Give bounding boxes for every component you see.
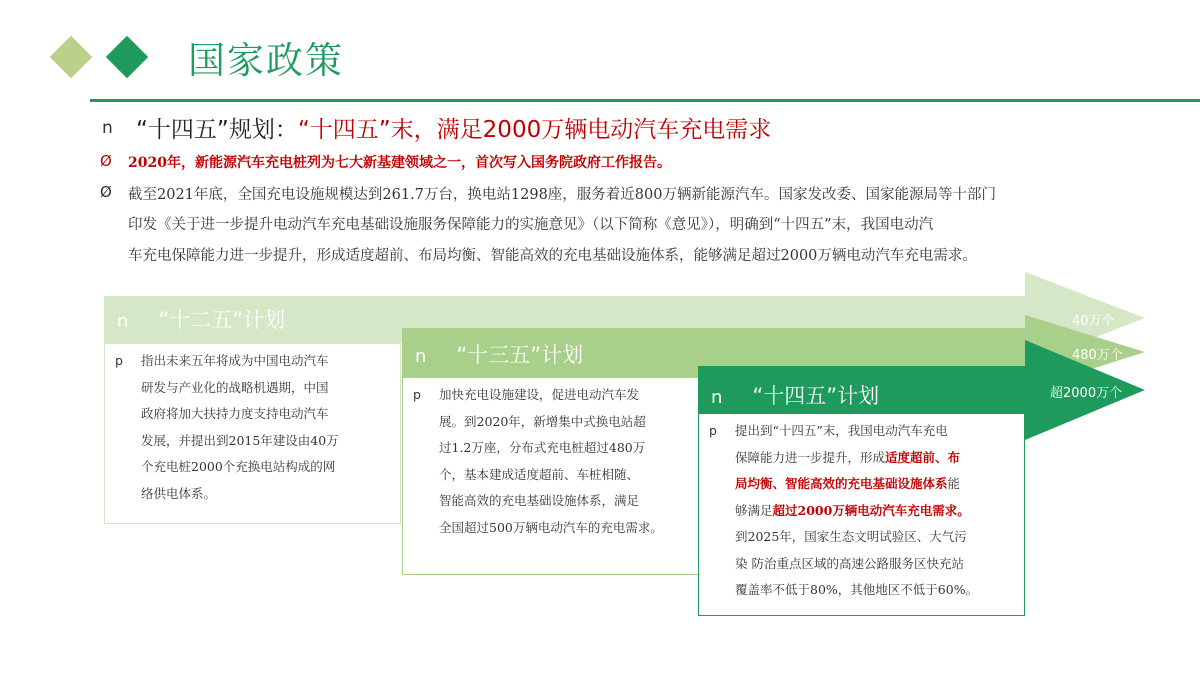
plan-card-body-line	[141, 454, 339, 481]
plan-card-bullet: n	[117, 311, 129, 332]
body-text: 个，基本建成适度超前、车桩相随、	[439, 466, 640, 482]
point-1-text: 2020年，新能源汽车充电桩列为七大新基建领域之一，首次写入国务院政府工作报告。	[128, 155, 671, 171]
body-text: 络供电体系。	[141, 485, 217, 501]
plan-card-body-line	[141, 348, 339, 375]
plan-card-body-line	[735, 418, 978, 445]
body-text: 保障能力进一步提升，形成	[735, 449, 886, 465]
body-text: 全国超过500万辆电动汽车的充电需求。	[439, 519, 663, 535]
plan-card-13th-lines	[439, 382, 663, 541]
plan-card-12th-body	[105, 344, 400, 523]
body-text: 到2025年，国家生态文明试验区、大气污	[735, 529, 967, 544]
plan-card-body-line	[735, 551, 978, 578]
plan-card-body-line	[439, 435, 663, 462]
plan-card-body-line	[439, 462, 663, 489]
plan-card-body-line	[141, 401, 339, 428]
body-text: 够满足	[735, 502, 773, 518]
plan-card-13th	[402, 328, 699, 575]
plan-card-bullet: n	[711, 387, 723, 408]
plan-card-body-line	[439, 488, 663, 515]
plan-card-13th-title: “十三五”计划	[456, 343, 584, 367]
body-text: 提出到“十四五”末，我国电动汽车充电	[735, 423, 948, 438]
plan-card-body-line	[141, 428, 339, 455]
plan-card-12th-lines	[141, 348, 339, 507]
headline-prefix: “十四五”规划：	[136, 117, 298, 143]
point-2-line-1: 截至2021年底，全国充电设施规模达到261.7万台，换电站1298座，服务着近800万辆新能源汽车。国家发改委、国家能源局等十部门	[128, 187, 996, 203]
plan-card-body-line	[141, 375, 339, 402]
point-2-line-2: 印发《关于进一步提升电动汽车充电基础设施服务保障能力的实施意见》（以下简称《意见》），明确到“十四五”末，我国电动汽	[128, 217, 934, 233]
plan-card-body-line	[439, 515, 663, 542]
plan-card-body-line	[439, 382, 663, 409]
body-text: 覆盖率不低于80%，其他地区不低于60%。	[735, 582, 979, 597]
page-title: 国家政策	[188, 39, 344, 82]
arrow-label-480w: 480万个	[1072, 348, 1123, 363]
highlighted-text: 超过2000万辆电动汽车充电需求。	[772, 502, 970, 518]
plan-card-14th-lines	[735, 418, 978, 604]
arrow-label-2000w: 超2000万个	[1050, 386, 1123, 401]
body-text: 政府将加大扶持力度支持电动汽车	[141, 406, 329, 421]
body-text: 染 防治重点区域的高速公路服务区快充站	[735, 555, 964, 571]
plan-card-body-line	[735, 498, 978, 525]
arrow-label-40w: 40万个	[1072, 314, 1115, 329]
body-text: 发展，并提出到2015年建设由40万	[141, 432, 339, 448]
point-2-line-3: 车充电保障能力进一步提升，形成适度超前、布局均衡、智能高效的充电基础设施体系，能够满足超过2000万辆电动汽车充电需求。	[128, 248, 977, 264]
body-text: 指出未来五年将成为中国电动汽车	[141, 353, 329, 368]
plan-card-body-line	[141, 481, 339, 508]
body-text: 能	[947, 476, 961, 491]
point-bullet: Ø	[100, 152, 112, 170]
headline-emphasis: “十四五”末，满足2000万辆电动汽车充电需求	[297, 117, 772, 143]
plan-card-body-bullet: p	[115, 353, 123, 368]
body-text: 研发与产业化的战略机遇期，中国	[141, 379, 329, 395]
plan-card-13th-body	[403, 378, 698, 574]
plan-card-12th	[104, 296, 401, 524]
plan-card-body-line	[735, 471, 978, 498]
headline-bullet: n	[102, 118, 113, 138]
plan-card-14th-header	[699, 366, 1024, 414]
highlighted-text: 适度超前、布	[885, 449, 961, 465]
plan-card-12th-title: “十二五”计划	[158, 308, 286, 332]
plan-card-12th-header	[105, 296, 400, 344]
plan-card-14th	[698, 366, 1025, 616]
plan-card-body-line	[735, 524, 978, 551]
plan-card-body-line	[439, 409, 663, 436]
plan-card-body-bullet: p	[413, 387, 421, 402]
point-bullet: Ø	[100, 183, 112, 201]
plan-card-bullet: n	[415, 346, 427, 367]
plan-card-body-bullet: p	[709, 423, 717, 438]
body-text: 智能高效的充电基础设施体系，满足	[439, 493, 640, 508]
body-text: 加快充电设施建设，促进电动汽车发	[439, 387, 640, 402]
body-text: 展。到2020年，新增集中式换电站超	[439, 413, 646, 429]
plan-card-body-line	[735, 577, 978, 604]
plan-card-14th-body	[699, 414, 1024, 615]
plan-card-body-line	[735, 445, 978, 472]
body-text: 个充电桩2000个充换电站构成的网	[141, 459, 336, 474]
body-text: 过1.2万座，分布式充电桩超过480万	[439, 440, 646, 455]
plan-card-13th-header	[403, 328, 698, 378]
plan-card-14th-title: “十四五”计划	[752, 384, 880, 408]
highlighted-text: 局均衡、智能高效的充电基础设施体系	[735, 476, 948, 491]
